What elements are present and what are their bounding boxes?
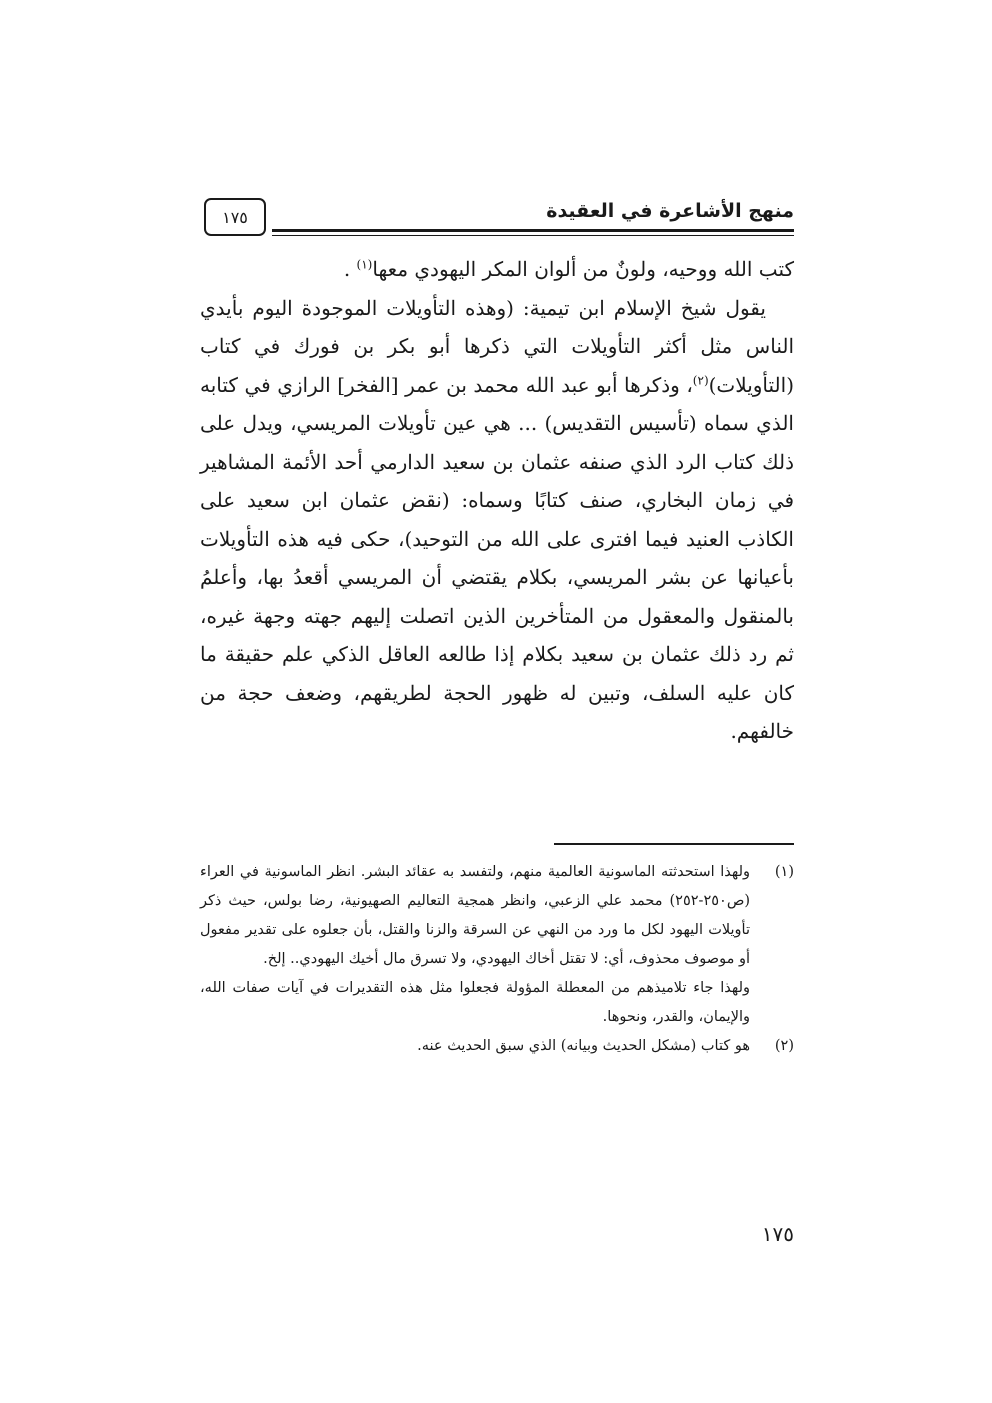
page-header: [200, 196, 794, 242]
footnote-item: [200, 1032, 794, 1061]
footnote-separator: [554, 843, 794, 845]
footnotes: [200, 858, 794, 1061]
running-title: منهج الأشاعرة في العقيدة: [546, 200, 794, 222]
footnote-number: (٢): [774, 1038, 794, 1054]
footnote-reference: (١): [356, 257, 373, 272]
paragraph-text: كتب الله ووحيه، ولونٌ من ألوان المكر اليهودي معها: [372, 257, 794, 281]
paragraph: [200, 250, 794, 289]
footnote-line: هو كتاب (مشكل الحديث وبيانه) الذي سبق الحديث عنه.: [417, 1038, 750, 1054]
footnote-body: [200, 1032, 750, 1061]
header-page-number: ١٧٥: [204, 198, 266, 236]
header-rule-thin: [272, 235, 794, 236]
footnote-item: [200, 858, 794, 1032]
header-rule-thick: [272, 229, 794, 232]
footnote-number: (١): [774, 864, 794, 880]
paragraph-text: .: [343, 257, 357, 281]
footnote-reference: (٢): [692, 372, 709, 387]
footer-page-number: ١٧٥: [761, 1222, 794, 1246]
paragraph: [200, 289, 794, 751]
paragraph-text: يقول شيخ الإسلام ابن تيمية: (وهذه التأويلات الموجودة اليوم بأيدي الناس مثل أكثر التأويلات التي ذكرها أبو بكر بن فورك في كتاب (التأويلات): [200, 295, 794, 397]
main-text: [200, 250, 794, 751]
footnote-line: ولهذا استحدثته الماسونية العالمية منهم، ولتفسد به عقائد البشر. انظر الماسونية في العراء (ص٢٥٠-٢٥٢) محمد علي الزعبي، وانظر همجية التعاليم الصهيونية، رضا بولس، حيث ذكر تأويلات اليهود لكل ما ورد من النهي عن السرقة والزنا والقتل، بأن جعلوه على تقدير مفعول أو موصوف محذوف، أي: لا تقتل أخاك اليهودي، ولا تسرق مال أخيك اليهودي.. إلخ.: [200, 864, 750, 967]
footnote-body: [200, 858, 750, 1032]
footnote-line: ولهذا جاء تلاميذهم من المعطلة المؤولة فجعلوا مثل هذه التقديرات في آيات صفات الله، والإيمان، والقدر، ونحوها.: [200, 980, 750, 1025]
paragraph-text: ، وذكرها أبو عبد الله محمد بن عمر [الفخر] الرازي في كتابه الذي سماه (تأسيس التقديس) ... هي عين تأويلات المريسي، ويدل على ذلك كتاب الرد الذي صنفه عثمان بن سعيد الدارمي أحد الأئمة المشاهير في زمان البخاري، صنف كتابًا وسماه: (نقض عثمان ابن سعيد على الكاذب العنيد فيما افترى على الله من التوحيد)، حكى فيه هذه التأويلات بأعيانها عن بشر المريسي، بكلام يقتضي أن المريسي أقعدُ بها، وأعلمُ بالمنقول والمعقول من المتأخرين الذين اتصلت إليهم جهته وجهة غيره، ثم رد ذلك عثمان بن سعيد بكلام إذا طالعه العاقل الذكي علم حقيقة ما كان عليه السلف، وتبين له ظهور الحجة لطريقهم، وضعف حجة من خالفهم.: [200, 372, 794, 743]
